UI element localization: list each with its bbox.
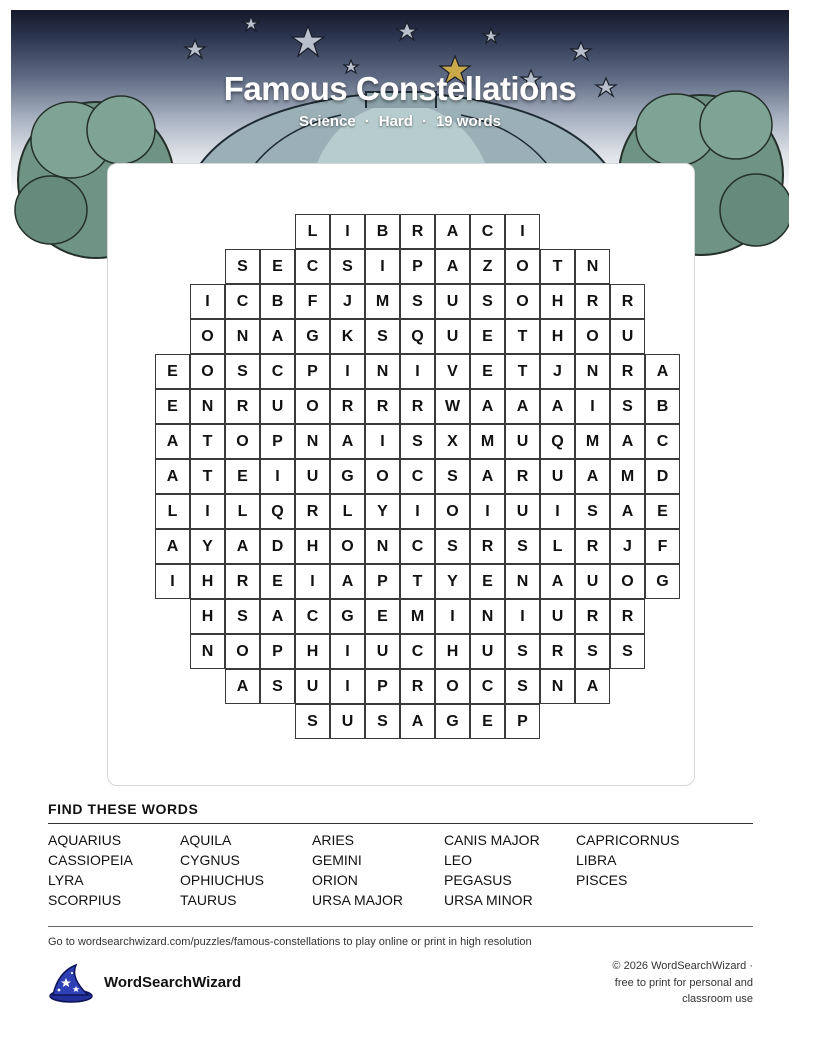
grid-cell: C: [470, 214, 505, 249]
meta-separator: ·: [421, 113, 427, 130]
word-item: LIBRA: [576, 852, 617, 868]
grid-cell: X: [435, 424, 470, 459]
grid-cell: R: [575, 529, 610, 564]
grid-cell: A: [330, 564, 365, 599]
grid-cell: I: [330, 669, 365, 704]
grid-cell: I: [505, 599, 540, 634]
puzzle-card: [107, 163, 695, 786]
grid-cell: I: [470, 494, 505, 529]
grid-cell: R: [330, 389, 365, 424]
grid-cell: I: [260, 459, 295, 494]
grid-cell: L: [225, 494, 260, 529]
word-item: AQUARIUS: [48, 832, 122, 848]
grid-cell: A: [155, 459, 190, 494]
grid-cell: A: [225, 529, 260, 564]
grid-cell: I: [365, 249, 400, 284]
grid-cell: Y: [365, 494, 400, 529]
word-item: CYGNUS: [180, 852, 240, 868]
grid-cell: E: [470, 319, 505, 354]
grid-cell: O: [435, 494, 470, 529]
divider: [48, 823, 753, 824]
grid-cell: H: [435, 634, 470, 669]
grid-cell: R: [610, 284, 645, 319]
grid-cell: O: [505, 284, 540, 319]
word-item: TAURUS: [180, 892, 237, 908]
grid-cell: C: [400, 634, 435, 669]
grid-cell: B: [260, 284, 295, 319]
grid-cell: S: [400, 424, 435, 459]
grid-cell: T: [190, 424, 225, 459]
puzzle-title: Famous Constellations: [223, 70, 577, 107]
grid-cell: M: [400, 599, 435, 634]
grid-cell: V: [435, 354, 470, 389]
grid-cell: O: [190, 354, 225, 389]
grid-cell: A: [155, 529, 190, 564]
grid-cell: T: [190, 459, 225, 494]
divider: [48, 926, 753, 927]
grid-cell: T: [505, 354, 540, 389]
grid-cell: S: [575, 494, 610, 529]
grid-cell: S: [505, 529, 540, 564]
grid-cell: O: [435, 669, 470, 704]
grid-cell: O: [505, 249, 540, 284]
word-item: SCORPIUS: [48, 892, 122, 908]
grid-cell: C: [260, 354, 295, 389]
grid-cell: R: [400, 669, 435, 704]
grid-cell: G: [645, 564, 680, 599]
grid-cell: H: [295, 634, 330, 669]
grid-cell: S: [610, 389, 645, 424]
grid-cell: R: [610, 599, 645, 634]
grid-cell: P: [505, 704, 540, 739]
word-item: ORION: [312, 872, 358, 888]
copyright-line: free to print for personal and: [614, 976, 753, 989]
grid-cell: A: [400, 704, 435, 739]
grid-cell: C: [400, 459, 435, 494]
word-item: PISCES: [576, 872, 628, 888]
grid-cell: U: [365, 634, 400, 669]
grid-cell: P: [295, 354, 330, 389]
grid-cell: R: [295, 494, 330, 529]
grid-cell: G: [435, 704, 470, 739]
grid-cell: E: [645, 494, 680, 529]
grid-cell: N: [295, 424, 330, 459]
grid-cell: S: [400, 284, 435, 319]
grid-cell: A: [575, 459, 610, 494]
grid-cell: H: [190, 599, 225, 634]
grid-cell: T: [505, 319, 540, 354]
grid-cell: Z: [470, 249, 505, 284]
grid-cell: H: [295, 529, 330, 564]
grid-cell: I: [295, 564, 330, 599]
grid-cell: S: [225, 354, 260, 389]
grid-cell: B: [645, 389, 680, 424]
grid-cell: H: [540, 284, 575, 319]
word-item: LEO: [444, 852, 473, 868]
grid-cell: M: [365, 284, 400, 319]
grid-cell: E: [470, 564, 505, 599]
word-item: LYRA: [48, 872, 84, 888]
grid-cell: C: [295, 599, 330, 634]
grid-cell: Q: [540, 424, 575, 459]
grid-cell: O: [330, 529, 365, 564]
word-item: URSA MAJOR: [312, 892, 404, 908]
grid-cell: S: [225, 599, 260, 634]
grid-cell: S: [260, 669, 295, 704]
grid-cell: G: [330, 459, 365, 494]
grid-cell: Y: [435, 564, 470, 599]
grid-cell: N: [470, 599, 505, 634]
grid-cell: N: [190, 389, 225, 424]
grid-cell: S: [225, 249, 260, 284]
grid-cell: I: [400, 354, 435, 389]
grid-cell: S: [435, 529, 470, 564]
grid-cell: U: [330, 704, 365, 739]
word-item: OPHIUCHUS: [180, 872, 265, 888]
grid-cell: K: [330, 319, 365, 354]
grid-cell: U: [435, 319, 470, 354]
word-item: GEMINI: [312, 852, 362, 868]
grid-cell: J: [610, 529, 645, 564]
grid-cell: I: [330, 354, 365, 389]
meta-separator: ·: [364, 113, 370, 130]
grid-cell: G: [295, 319, 330, 354]
grid-cell: B: [365, 214, 400, 249]
grid-cell: S: [470, 284, 505, 319]
grid-cell: R: [575, 599, 610, 634]
grid-cell: A: [505, 389, 540, 424]
grid-cell: Y: [190, 529, 225, 564]
grid-cell: R: [400, 389, 435, 424]
grid-cell: A: [540, 564, 575, 599]
grid-cell: C: [645, 424, 680, 459]
grid-cell: A: [645, 354, 680, 389]
grid-cell: M: [470, 424, 505, 459]
grid-cell: S: [330, 249, 365, 284]
grid-cell: C: [400, 529, 435, 564]
grid-cell: F: [645, 529, 680, 564]
grid-cell: U: [505, 494, 540, 529]
grid-cell: H: [190, 564, 225, 599]
grid-cell: S: [505, 669, 540, 704]
grid-cell: E: [260, 564, 295, 599]
grid-cell: U: [540, 459, 575, 494]
grid-cell: L: [540, 529, 575, 564]
word-item: CASSIOPEIA: [48, 852, 133, 868]
grid-cell: E: [470, 354, 505, 389]
grid-cell: A: [575, 669, 610, 704]
grid-cell: R: [540, 634, 575, 669]
grid-cell: N: [575, 249, 610, 284]
grid-cell: N: [225, 319, 260, 354]
grid-cell: U: [295, 669, 330, 704]
grid-cell: I: [435, 599, 470, 634]
grid-cell: O: [225, 424, 260, 459]
grid-cell: N: [365, 529, 400, 564]
grid-cell: L: [330, 494, 365, 529]
grid-cell: W: [435, 389, 470, 424]
grid-cell: I: [400, 494, 435, 529]
grid-cell: T: [400, 564, 435, 599]
word-item: CANIS MAJOR: [444, 832, 540, 848]
grid-cell: M: [610, 459, 645, 494]
grid-cell: O: [190, 319, 225, 354]
grid-cell: L: [295, 214, 330, 249]
grid-cell: I: [330, 634, 365, 669]
grid-cell: U: [260, 389, 295, 424]
word-item: ARIES: [312, 832, 355, 848]
grid-cell: C: [470, 669, 505, 704]
grid-cell: P: [400, 249, 435, 284]
grid-cell: G: [330, 599, 365, 634]
grid-cell: A: [435, 249, 470, 284]
grid-cell: I: [540, 494, 575, 529]
grid-cell: U: [435, 284, 470, 319]
grid-cell: M: [575, 424, 610, 459]
grid-cell: P: [260, 634, 295, 669]
grid-cell: S: [575, 634, 610, 669]
grid-cell: R: [225, 389, 260, 424]
grid-cell: T: [540, 249, 575, 284]
grid-cell: N: [505, 564, 540, 599]
grid-cell: A: [470, 459, 505, 494]
grid-cell: A: [225, 669, 260, 704]
grid-cell: D: [645, 459, 680, 494]
grid-cell: U: [470, 634, 505, 669]
grid-cell: R: [610, 354, 645, 389]
grid-cell: O: [225, 634, 260, 669]
grid-cell: A: [435, 214, 470, 249]
wizard-hat-icon: [46, 962, 94, 1009]
grid-cell: C: [225, 284, 260, 319]
grid-cell: R: [575, 284, 610, 319]
grid-cell: P: [365, 669, 400, 704]
grid-cell: D: [260, 529, 295, 564]
grid-cell: P: [365, 564, 400, 599]
grid-cell: A: [155, 424, 190, 459]
grid-cell: E: [225, 459, 260, 494]
grid-cell: P: [260, 424, 295, 459]
grid-cell: I: [190, 284, 225, 319]
grid-cell: F: [295, 284, 330, 319]
copyright-notice: [583, 958, 753, 1008]
grid-cell: U: [610, 319, 645, 354]
grid-cell: U: [540, 599, 575, 634]
grid-cell: O: [295, 389, 330, 424]
grid-cell: R: [365, 389, 400, 424]
grid-cell: H: [540, 319, 575, 354]
grid-cell: Q: [260, 494, 295, 529]
grid-cell: O: [365, 459, 400, 494]
brand-name[interactable]: WordSearchWizard: [104, 974, 242, 991]
grid-cell: A: [260, 319, 295, 354]
grid-cell: U: [295, 459, 330, 494]
word-list: [48, 832, 753, 908]
grid-cell: A: [540, 389, 575, 424]
grid-cell: I: [575, 389, 610, 424]
grid-cell: E: [155, 389, 190, 424]
word-item: URSA MINOR: [444, 892, 533, 908]
grid-cell: N: [575, 354, 610, 389]
grid-cell: A: [610, 424, 645, 459]
difficulty-label: Hard: [378, 113, 413, 130]
copyright-line: © 2026 WordSearchWizard ·: [612, 960, 753, 972]
grid-cell: C: [295, 249, 330, 284]
grid-cell: U: [575, 564, 610, 599]
grid-cell: J: [540, 354, 575, 389]
grid-cell: L: [155, 494, 190, 529]
grid-cell: R: [505, 459, 540, 494]
word-item: AQUILA: [180, 832, 232, 848]
category-label: Science: [299, 113, 356, 130]
grid-cell: R: [225, 564, 260, 599]
word-item: CAPRICORNUS: [576, 832, 680, 848]
grid-cell: J: [330, 284, 365, 319]
grid-cell: Q: [400, 319, 435, 354]
grid-cell: R: [470, 529, 505, 564]
grid-cell: O: [575, 319, 610, 354]
grid-cell: N: [365, 354, 400, 389]
grid-cell: E: [155, 354, 190, 389]
grid-cell: E: [470, 704, 505, 739]
grid-cell: A: [610, 494, 645, 529]
grid-cell: S: [610, 634, 645, 669]
grid-cell: U: [505, 424, 540, 459]
grid-cell: N: [190, 634, 225, 669]
grid-cell: N: [540, 669, 575, 704]
word-item: PEGASUS: [444, 872, 512, 888]
grid-cell: A: [470, 389, 505, 424]
grid-cell: I: [505, 214, 540, 249]
grid-cell: S: [365, 704, 400, 739]
grid-cell: E: [260, 249, 295, 284]
grid-cell: S: [295, 704, 330, 739]
grid-cell: I: [365, 424, 400, 459]
grid-cell: I: [190, 494, 225, 529]
grid-cell: S: [365, 319, 400, 354]
grid-cell: I: [330, 214, 365, 249]
grid-cell: I: [155, 564, 190, 599]
grid-cell: S: [505, 634, 540, 669]
grid-cell: A: [330, 424, 365, 459]
grid-cell: E: [365, 599, 400, 634]
word-count-label: 19 words: [435, 113, 501, 130]
grid-cell: S: [435, 459, 470, 494]
puzzle-link-text[interactable]: Go to wordsearchwizard.com/puzzles/famous-constellations to play online or print in high resolution: [48, 936, 532, 948]
grid-cell: R: [400, 214, 435, 249]
puzzle-meta: [11, 113, 789, 130]
word-list-heading: FIND THESE WORDS: [48, 801, 199, 817]
copyright-line: classroom use: [682, 993, 753, 1005]
grid-cell: O: [610, 564, 645, 599]
grid-cell: A: [260, 599, 295, 634]
